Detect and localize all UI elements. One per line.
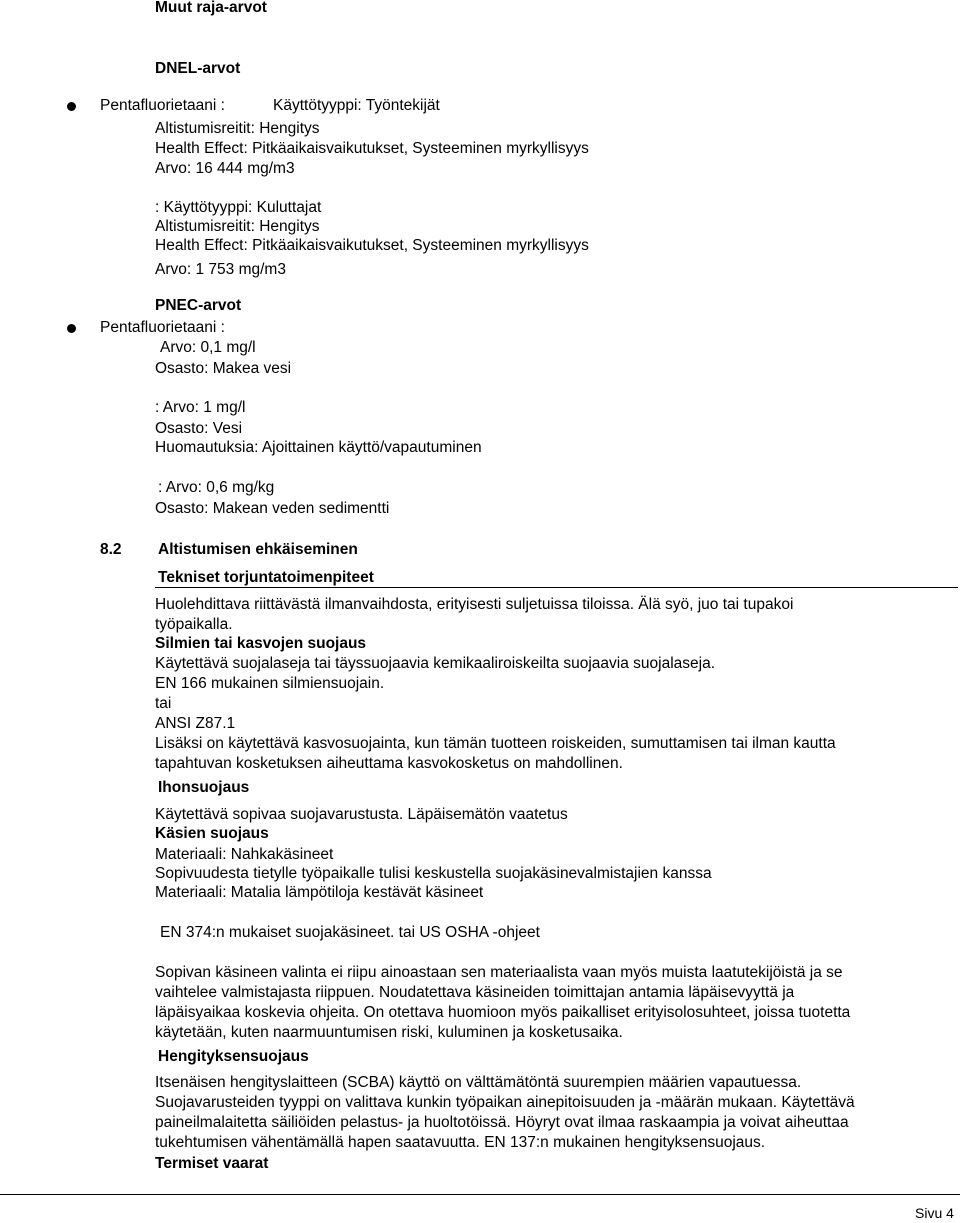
pnec-compartment-2: Osasto: Vesi xyxy=(155,420,243,437)
dnel-value-1: Arvo: 16 444 mg/m3 xyxy=(155,160,295,177)
skin-heading: Ihonsuojaus xyxy=(158,779,250,796)
dnel-substance: Pentafluorietaani : xyxy=(100,97,225,114)
pnec-value-1: Arvo: 0,1 mg/l xyxy=(160,339,256,356)
heading-other-limits: Muut raja-arvot xyxy=(155,0,267,16)
dnel-usage-2: : Käyttötyyppi: Kuluttajat xyxy=(155,199,322,216)
eye-heading: Silmien tai kasvojen suojaus xyxy=(155,635,367,652)
tech-line-1: Huolehdittava riittävästä ilmanvaihdosta, erityisesti suljetuissa tiloissa. Älä syö, juo tai tupakoi xyxy=(155,596,794,613)
dnel-route-1: Altistumisreitit: Hengitys xyxy=(155,120,320,137)
tech-heading: Tekniset torjuntatoimenpiteet xyxy=(158,569,374,586)
resp-line-2: Suojavarusteiden tyyppi on valittava kunkin työpaikan ainepitoisuuden ja -määrän mukaan. Käytettävä xyxy=(155,1094,855,1111)
pnec-remarks-2: Huomautuksia: Ajoittainen käyttö/vapautuminen xyxy=(155,439,482,456)
dnel-value-2: Arvo: 1 753 mg/m3 xyxy=(155,261,286,278)
section-number: 8.2 xyxy=(100,541,122,558)
page-number: Sivu 4 xyxy=(915,1205,954,1221)
eye-line-6: tapahtuvan kosketuksen aiheuttama kasvokosketus on mahdollinen. xyxy=(155,755,623,772)
bullet-icon xyxy=(67,324,76,333)
hand-heading: Käsien suojaus xyxy=(155,825,269,842)
tech-line-2: työpaikalla. xyxy=(155,616,233,633)
section-title: Altistumisen ehkäiseminen xyxy=(158,541,358,558)
hand-line-2: Sopivuudesta tietylle työpaikalle tulisi keskustella suojakäsinevalmistajien kanssa xyxy=(155,865,712,882)
bullet-icon xyxy=(67,102,76,111)
eye-line-3: tai xyxy=(155,695,172,712)
section-divider xyxy=(155,587,958,588)
hand-para-2: vaihtelee valmistajasta riippuen. Noudatettava käsineiden toimittajan antamia läpäisevyyttä ja xyxy=(155,984,795,1001)
pnec-compartment-1: Osasto: Makea vesi xyxy=(155,360,292,377)
dnel-title: DNEL-arvot xyxy=(155,60,241,77)
hand-para-4: käytetään, kuten naarmuuntumisen riski, kuluminen ja kosketusaika. xyxy=(155,1024,623,1041)
hand-para-1: Sopivan käsineen valinta ei riipu ainoastaan sen materiaalista vaan myös muista laatutekijöistä ja se xyxy=(155,964,843,981)
resp-line-3: paineilmalaitetta säiliöiden pelastus- ja huoltotöissä. Höyryt ovat ilmaa raskaampia ja voivat aiheuttaa xyxy=(155,1114,849,1131)
pnec-value-3: : Arvo: 0,6 mg/kg xyxy=(158,479,275,496)
resp-heading: Hengityksensuojaus xyxy=(158,1048,309,1065)
pnec-value-2: : Arvo: 1 mg/l xyxy=(155,399,246,416)
eye-line-1: Käytettävä suojalaseja tai täyssuojaavia kemikaaliroiskeilta suojaavia suojalaseja. xyxy=(155,655,716,672)
pnec-substance: Pentafluorietaani : xyxy=(100,319,225,336)
dnel-effect-1: Health Effect: Pitkäaikaisvaikutukset, Systeeminen myrkyllisyys xyxy=(155,140,589,157)
resp-line-4: tukehtumisen vähentämällä hapen saatavuutta. EN 137:n mukainen hengityksensuojaus. xyxy=(155,1134,766,1151)
hand-line-1: Materiaali: Nahkakäsineet xyxy=(155,846,334,863)
hand-line-3: Materiaali: Matalia lämpötiloja kestävät käsineet xyxy=(155,884,484,901)
footer-divider xyxy=(0,1194,960,1195)
dnel-usage-1: Käyttötyyppi: Työntekijät xyxy=(273,97,440,114)
skin-line-1: Käytettävä sopivaa suojavarustusta. Läpäisemätön vaatetus xyxy=(155,806,568,823)
dnel-effect-2: Health Effect: Pitkäaikaisvaikutukset, Systeeminen myrkyllisyys xyxy=(155,237,589,254)
eye-line-2: EN 166 mukainen silmiensuojain. xyxy=(155,675,385,692)
eye-line-5: Lisäksi on käytettävä kasvosuojainta, kun tämän tuotteen roiskeiden, sumuttamisen tai ilman kautta xyxy=(155,735,836,752)
thermal-heading: Termiset vaarat xyxy=(155,1155,269,1172)
hand-para-3: läpäisyaikaa koskevia ohjeita. On otettava huomioon myös paikalliset erityisolosuhteet, joissa tuotetta xyxy=(155,1004,851,1021)
eye-line-4: ANSI Z87.1 xyxy=(155,715,236,732)
resp-line-1: Itsenäisen hengityslaitteen (SCBA) käyttö on välttämätöntä suurempien määrien vapautuessa. xyxy=(155,1074,802,1091)
dnel-route-2: Altistumisreitit: Hengitys xyxy=(155,218,320,235)
pnec-compartment-3: Osasto: Makean veden sedimentti xyxy=(155,500,390,517)
pnec-title: PNEC-arvot xyxy=(155,297,242,314)
hand-line-4: EN 374:n mukaiset suojakäsineet. tai US OSHA -ohjeet xyxy=(160,924,540,941)
